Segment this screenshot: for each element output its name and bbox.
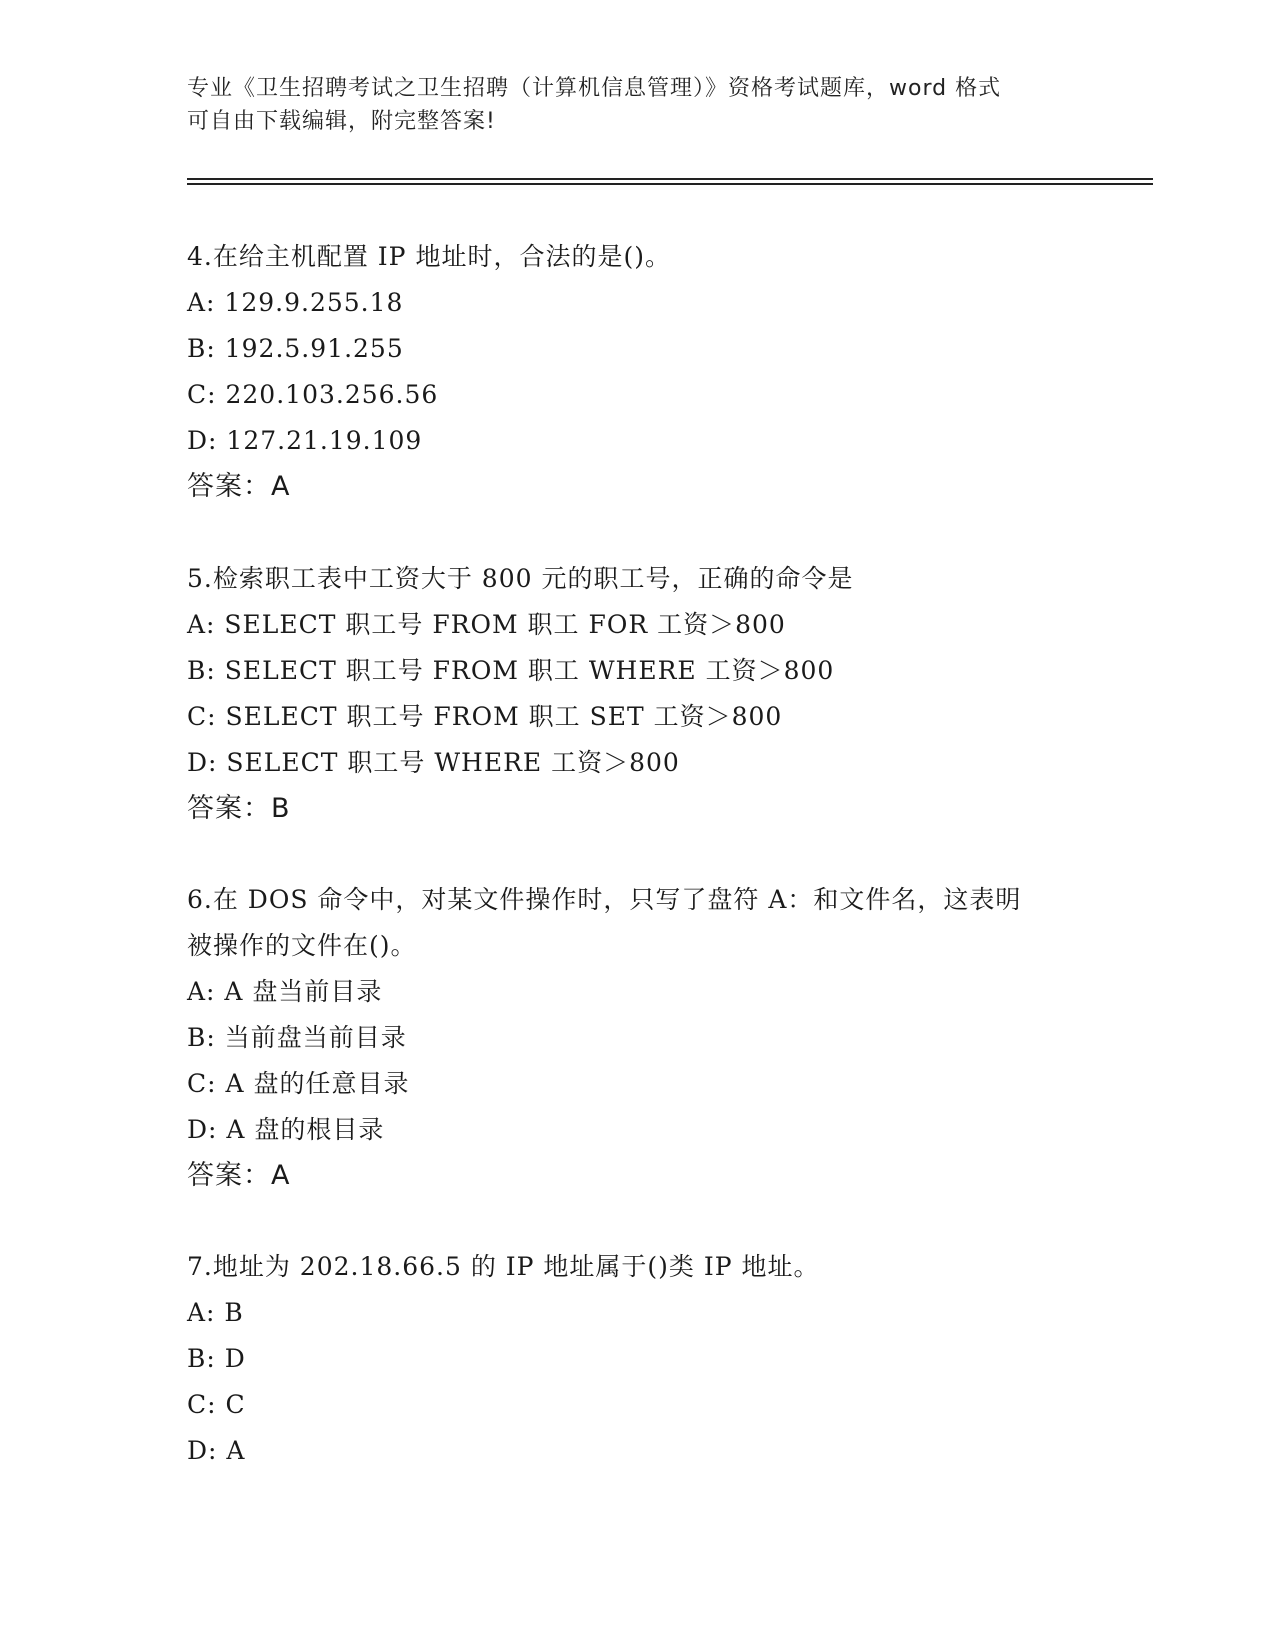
question-5: [187, 556, 1087, 832]
answer-line: 答案：A: [187, 1160, 291, 1191]
option-b: B: SELECT 职工号 FROM 职工 WHERE 工资＞800: [187, 656, 835, 685]
option-a: A: B: [187, 1298, 244, 1327]
question-6: [187, 877, 1087, 1199]
option-c: C: SELECT 职工号 FROM 职工 SET 工资＞800: [187, 702, 783, 731]
option-b: B: 192.5.91.255: [187, 334, 404, 363]
document-header: [187, 72, 1067, 138]
option-c: C: A 盘的任意目录: [187, 1069, 410, 1098]
header-divider-top: [187, 178, 1153, 180]
option-d: D: A 盘的根目录: [187, 1115, 385, 1144]
header-divider-bottom: [187, 183, 1153, 185]
option-b: B: 当前盘当前目录: [187, 1023, 407, 1052]
header-line-2: 可自由下载编辑，附完整答案!: [187, 109, 496, 134]
question-4: [187, 234, 1087, 510]
question-stem: 5.检索职工表中工资大于 800 元的职工号，正确的命令是: [187, 564, 854, 593]
header-line-1: 专业《卫生招聘考试之卫生招聘（计算机信息管理）》资格考试题库，word 格式: [187, 76, 1002, 101]
answer-line: 答案：B: [187, 793, 291, 824]
option-a: A: A 盘当前目录: [187, 977, 383, 1006]
question-7: [187, 1244, 1087, 1474]
option-c: C: C: [187, 1390, 246, 1419]
option-a: A: SELECT 职工号 FROM 职工 FOR 工资＞800: [187, 610, 786, 639]
option-d: D: SELECT 职工号 WHERE 工资＞800: [187, 748, 680, 777]
question-stem: 7.地址为 202.18.66.5 的 IP 地址属于()类 IP 地址。: [187, 1252, 820, 1281]
option-c: C: 220.103.256.56: [187, 380, 439, 409]
answer-line: 答案：A: [187, 471, 291, 502]
question-stem-line-2: 被操作的文件在()。: [187, 931, 417, 960]
question-stem-line-1: 6.在 DOS 命令中，对某文件操作时，只写了盘符 A：和文件名，这表明: [187, 885, 1022, 914]
option-d: D: 127.21.19.109: [187, 426, 423, 455]
option-d: D: A: [187, 1436, 246, 1465]
question-stem: 4.在给主机配置 IP 地址时，合法的是()。: [187, 242, 671, 271]
option-b: B: D: [187, 1344, 246, 1373]
option-a: A: 129.9.255.18: [187, 288, 404, 317]
